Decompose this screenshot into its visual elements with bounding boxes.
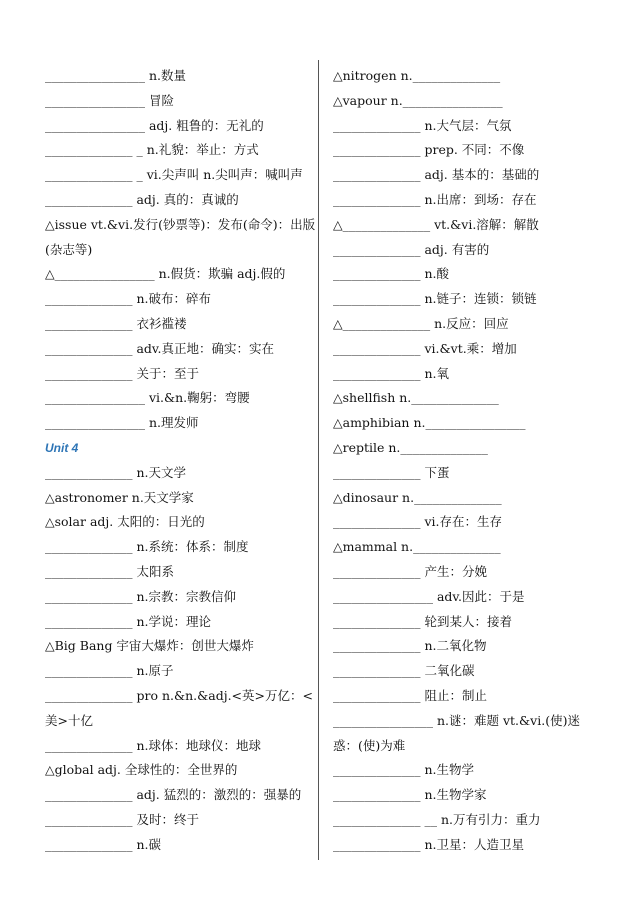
vocab-line: ______________ vi.存在：生存	[333, 514, 503, 530]
vocab-line: △astronomer n.天文学家	[45, 489, 194, 505]
vocab-line: ______________ 轮到某人：接着	[333, 613, 512, 629]
vocab-line: ______________ n.宗教：宗教信仰	[45, 588, 236, 604]
vocab-line: △amphibian n.________________	[333, 415, 526, 431]
vocab-line: △dinosaur n.______________	[333, 489, 502, 505]
vocab-line: ______________ n.原子	[45, 663, 174, 679]
vocab-line: ______________ _ n.礼貌：举止：方式	[45, 142, 259, 158]
vocab-line: ______________ __ n.万有引力：重力	[333, 811, 541, 827]
vocab-line: ______________ n.二氧化物	[333, 638, 487, 654]
vocab-line: △global adj. 全球性的：全世界的	[45, 762, 238, 778]
vocab-line: △Big Bang 宇宙大爆炸：创世大爆炸	[45, 638, 254, 654]
vocab-line: ______________ pro n.&n.&adj.<英>万亿：<美>十亿	[45, 687, 313, 728]
vocab-line: ________________ n.数量	[45, 68, 186, 83]
vocab-line: ______________ 产生：分娩	[333, 563, 487, 579]
vocab-line: ______________ prep. 不同：不像	[333, 142, 525, 158]
vocab-line: ______________ n.链子：连锁：锁链	[333, 291, 537, 307]
vocab-line: ______________ n.氧	[333, 365, 449, 381]
vocab-line: ______________ 下蛋	[333, 464, 450, 480]
vocab-line: ______________ 阻止：制止	[333, 687, 487, 703]
vocab-line: ______________ n.破布：碎布	[45, 291, 211, 307]
vocab-line: ______________ n.卫星：人造卫星	[333, 836, 524, 852]
unit-heading: Unit 4	[45, 440, 79, 455]
vocab-line: ________________ n.谜：难题 vt.&vi.(使)迷惑：(使)为难	[333, 712, 580, 753]
vocab-line: ________________ 冒险	[45, 92, 174, 108]
vocab-line: ______________ n.学说：理论	[45, 613, 211, 629]
vocab-line: ______________ 衣衫褴褛	[45, 315, 187, 331]
vocab-line: ______________ n.生物学	[333, 762, 474, 778]
vocab-line: ________________ adj. 粗鲁的：无礼的	[45, 117, 264, 133]
vocab-line: ______________ n.天文学	[45, 464, 186, 480]
vocab-line: ______________ adj. 基本的：基础的	[333, 167, 540, 183]
vocab-line: ______________ n.球体：地球仪：地球	[45, 737, 261, 753]
vocab-line: ______________ n.酸	[333, 266, 449, 282]
vocab-line: ______________ adj. 猛烈的：激烈的：强暴的	[45, 787, 302, 803]
vocab-line: △shellfish n.______________	[333, 390, 499, 406]
vocab-line: ________________ n.理发师	[45, 415, 199, 431]
vocab-line: △______________ n.反应：回应	[333, 315, 509, 331]
vocab-line: ______________ 二氧化碳	[333, 663, 475, 679]
vocab-line: ______________ adj. 有害的	[333, 241, 490, 257]
vocab-line: ______________ n.系统：体系：制度	[45, 539, 249, 555]
vocab-line: △reptile n.______________	[333, 439, 488, 455]
vocab-line: △________________ n.假货：欺骗 adj.假的	[45, 266, 286, 282]
column-divider	[318, 60, 319, 860]
vocab-line: △issue vt.&vi.发行(钞票等)：发布(命令)：出版(杂志等)	[45, 216, 316, 257]
right-column	[333, 64, 603, 858]
vocab-line: ______________ 关于：至于	[45, 365, 199, 381]
left-column	[45, 64, 317, 858]
vocab-line: ______________ 及时：终于	[45, 811, 199, 827]
vocab-line: △vapour n.________________	[333, 92, 503, 108]
vocab-line: ________________ adv.因此：于是	[333, 588, 525, 604]
vocab-line: ______________ adj. 真的：真诚的	[45, 191, 239, 207]
vocab-line: △nitrogen n.______________	[333, 68, 501, 83]
vocab-line: ______________ 太阳系	[45, 563, 174, 579]
vocab-line: ______________ adv.真正地：确实：实在	[45, 340, 274, 356]
vocab-line: ______________ vi.&vt.乘：增加	[333, 340, 517, 356]
vocab-line: △______________ vt.&vi.溶解：解散	[333, 216, 539, 232]
vocab-line: ________________ vi.&n.鞠躬：弯腰	[45, 390, 250, 406]
vocab-line: ______________ n.大气层：气氛	[333, 117, 512, 133]
vocab-line: ______________ n.碳	[45, 836, 161, 852]
vocab-line: ______________ n.出席：到场：存在	[333, 191, 537, 207]
vocab-line: ______________ _ vi.尖声叫 n.尖叫声：喊叫声	[45, 167, 303, 183]
vocab-line: △solar adj. 太阳的：日光的	[45, 514, 205, 530]
vocab-line: ______________ n.生物学家	[333, 787, 487, 803]
vocab-line: △mammal n.______________	[333, 539, 501, 555]
